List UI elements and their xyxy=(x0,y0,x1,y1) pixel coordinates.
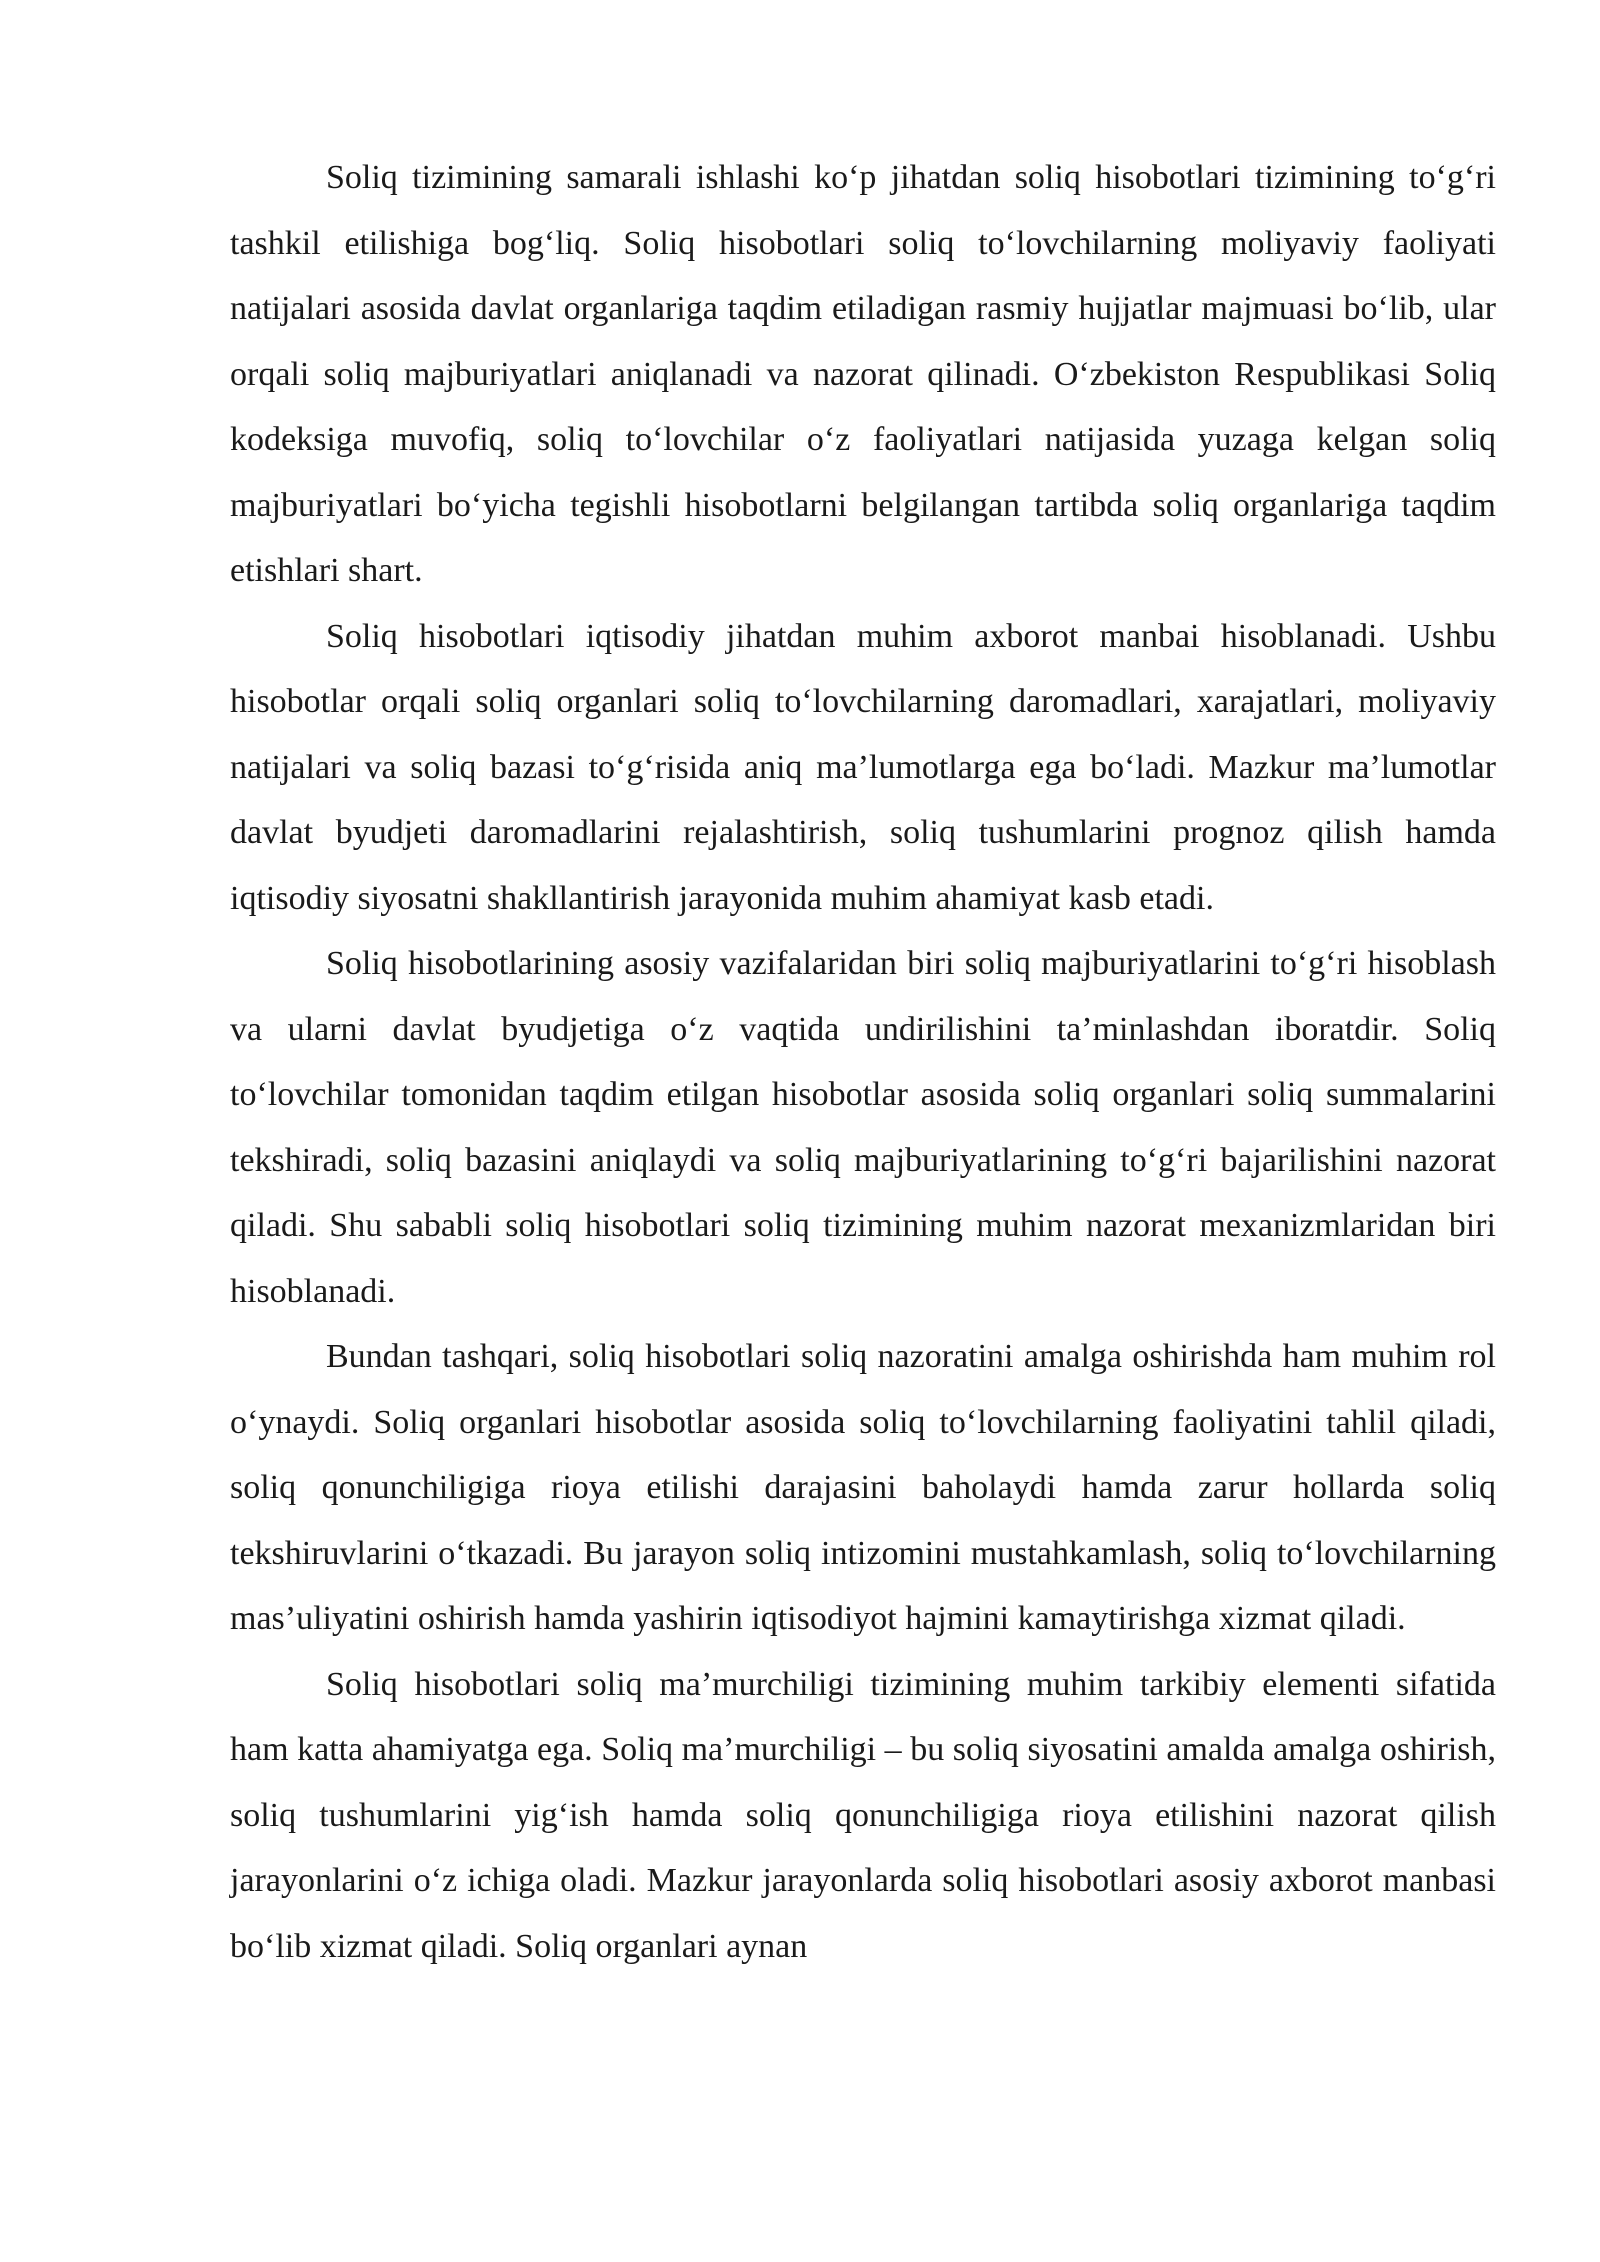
document-body xyxy=(230,145,1496,1979)
paragraph-4: Bundan tashqari, soliq hisobotlari soliq nazoratini amalga oshirishda ham muhim rol o‘ynaydi. Soliq organlari hisobotlar asosida soliq to‘lovchilarning faoliyatini tahlil qiladi, soliq qonunchiligiga rioya etilishi darajasini baholaydi hamda zarur hollarda soliq tekshiruvlarini o‘tkazadi. Bu jarayon soliq intizomini mustahkamlash, soliq to‘lovchilarning mas’uliyatini oshirish hamda yashirin iqtisodiyot hajmini kamaytirishga xizmat qiladi. xyxy=(230,1338,1496,1637)
paragraph-3: Soliq hisobotlarining asosiy vazifalaridan biri soliq majburiyatlarini to‘g‘ri hisoblash va ularni davlat byudjetiga o‘z vaqtida undirilishini ta’minlashdan iboratdir. Soliq to‘lovchilar tomonidan taqdim etilgan hisobotlar asosida soliq organlari soliq summalarini tekshiradi, soliq bazasini aniqlaydi va soliq majburiyatlarining to‘g‘ri bajarilishini nazorat qiladi. Shu sababli soliq hisobotlari soliq tizimining muhim nazorat mexanizmlaridan biri hisoblanadi. xyxy=(230,945,1496,1310)
paragraph-2: Soliq hisobotlari iqtisodiy jihatdan muhim axborot manbai hisoblanadi. Ushbu hisobotlar orqali soliq organlari soliq to‘lovchilarning daromadlari, xarajatlari, moliyaviy natijalari va soliq bazasi to‘g‘risida aniq ma’lumotlarga ega bo‘ladi. Mazkur ma’lumotlar davlat byudjeti daromadlarini rejalashtirish, soliq tushumlarini prognoz qilish hamda iqtisodiy siyosatni shakllantirish jarayonida muhim ahamiyat kasb etadi. xyxy=(230,617,1496,917)
paragraph-1: Soliq tizimining samarali ishlashi ko‘p jihatdan soliq hisobotlari tizimining to‘g‘ri tashkil etilishiga bog‘liq. Soliq hisobotlari soliq to‘lovchilarning moliyaviy faoliyati natijalari asosida davlat organlariga taqdim etiladigan rasmiy hujjatlar majmuasi bo‘lib, ular orqali soliq majburiyatlari aniqlanadi va nazorat qilinadi. O‘zbekiston Respublikasi Soliq kodeksiga muvofiq, soliq to‘lovchilar o‘z faoliyatlari natijasida yuzaga kelgan soliq majburiyatlari bo‘yicha tegishli hisobotlarni belgilangan tartibda soliq organlariga taqdim etishlari shart. xyxy=(230,159,1496,589)
paragraph-5: Soliq hisobotlari soliq ma’murchiligi tizimining muhim tarkibiy elementi sifatida ham katta ahamiyatga ega. Soliq ma’murchiligi – bu soliq siyosatini amalda amalga oshirish, soliq tushumlarini yig‘ish hamda soliq qonunchiligiga rioya etilishini nazorat qilish jarayonlarini o‘z ichiga oladi. Mazkur jarayonlarda soliq hisobotlari asosiy axborot manbasi bo‘lib xizmat qiladi. Soliq organlari aynan xyxy=(230,1665,1496,1965)
